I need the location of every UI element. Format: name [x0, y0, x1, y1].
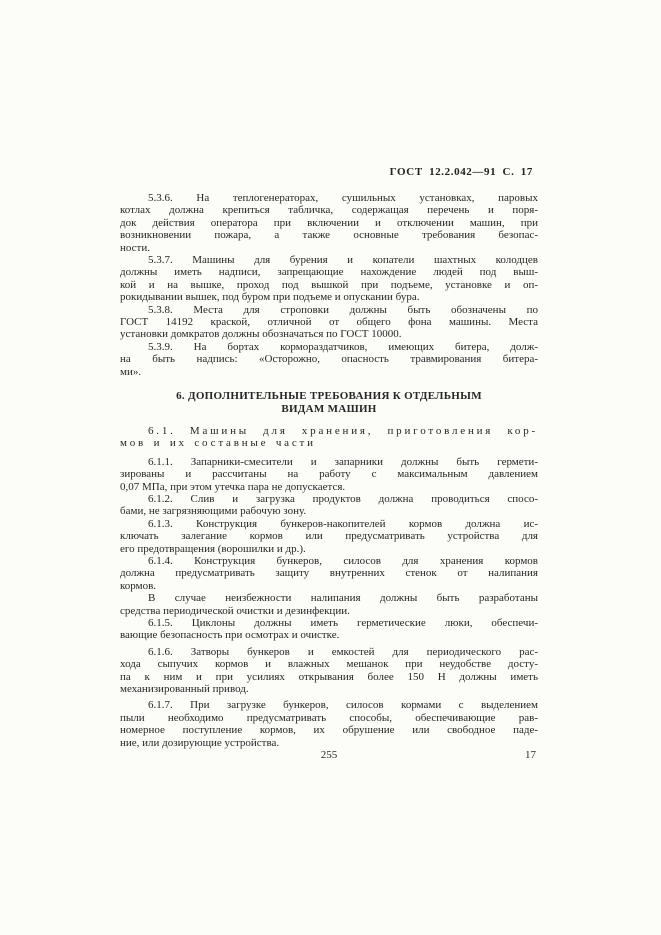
paragraph — [120, 456, 538, 493]
text-line: ние, или дозирующие устройства. — [120, 736, 280, 749]
text-line: зированы и рассчитаны на работу с максимальным давлением — [120, 468, 538, 481]
text-line: мов и их составные части — [120, 437, 316, 450]
running-header: ГОСТ 12.2.042—91 С. 17 — [389, 166, 533, 178]
text-line: рокидывании вышек, под буром при подъеме и опускании бура. — [120, 291, 420, 304]
text-line: номерное поступление кормов, их обрушение или свободное паде- — [120, 724, 538, 737]
text-line: ми». — [120, 365, 142, 378]
text-line: 0,07 МПа, при этом утечка пара не допускается. — [120, 480, 346, 493]
text-line: должны иметь надписи, запрещающие нахождение людей под выш- — [120, 266, 538, 279]
text-line: средства периодической очистки и дезинфекции. — [120, 604, 350, 617]
text-line: 5.3.7. Машины для бурения и копатели шахтных колодцев — [148, 254, 538, 267]
text-line: 6. ДОПОЛНИТЕЛЬНЫЕ ТРЕБОВАНИЯ К ОТДЕЛЬНЫМ — [176, 390, 482, 403]
paragraph — [120, 555, 538, 592]
text-line: возникновении пожара, а также основные требования безопас- — [120, 229, 538, 242]
text-line: 5.3.9. На бортах кормораздатчиков, имеющих битера, долж- — [148, 340, 538, 353]
text-line: вающие безопасность при осмотрах и очистке. — [120, 629, 340, 642]
text-line: ВИДАМ МАШИН — [281, 402, 377, 415]
text-line: кой и на вышке, проход под вышкой при подъеме, установке и оп- — [120, 278, 538, 291]
footer-sheet-number: 255 — [320, 749, 338, 761]
paragraph — [120, 493, 538, 518]
page-footer — [120, 749, 538, 761]
subsection-heading — [120, 425, 538, 450]
footer-page-number: 17 — [525, 749, 536, 761]
text-line: 6.1.4. Конструкция бункеров, силосов для хранения кормов — [148, 554, 538, 567]
paragraph — [120, 617, 538, 642]
text-line: 6.1.1. Запарники-смесители и запарники должны быть гермети- — [148, 455, 538, 468]
paragraph — [120, 254, 538, 304]
text-line: кормов. — [120, 579, 157, 592]
text-line: 5.3.6. На теплогенераторах, сушильных установках, паровых — [148, 192, 538, 204]
document-body — [120, 192, 538, 749]
text-line: 6.1.3. Конструкция бункеров-накопителей кормов должна ис- — [148, 517, 538, 530]
text-line: его предотвращения (ворошилки и др.). — [120, 542, 306, 555]
text-line: на быть надпись: «Осторожно, опасность травмирования битера- — [120, 353, 538, 366]
text-line: котлах должна крепиться табличка, содержащая перечень и поря- — [120, 204, 538, 217]
paragraph — [120, 592, 538, 617]
paragraph — [120, 518, 538, 555]
text-line: ключать залегание кормов или предусматривать устройства для — [120, 530, 538, 543]
paragraph — [120, 304, 538, 341]
text-line: 6.1.5. Циклоны должны иметь герметические люки, обеспечи- — [148, 617, 538, 629]
text-line: 5.3.8. Места для строповки должны быть обозначены по — [148, 303, 538, 316]
text-line: 6.1.7. При загрузке бункеров, силосов кормами с выделением — [148, 699, 538, 712]
text-line: должна предусматривать защиту внутренних стенок от налипания — [120, 567, 538, 580]
section-heading — [120, 390, 538, 415]
paragraph — [120, 341, 538, 378]
text-line: ности. — [120, 241, 150, 254]
paragraph — [120, 192, 538, 254]
paragraph — [120, 699, 538, 749]
text-line: док действия оператора при включении и отключении машин, при — [120, 216, 538, 229]
text-line: пыли необходимо предусматривать способы, обеспечивающие рав- — [120, 711, 538, 724]
text-line: 6.1.2. Слив и загрузка продуктов должна проводиться спосо- — [148, 492, 538, 505]
text-line: па к ним и при усилиях открывания более 150 Н должны иметь — [120, 670, 538, 683]
text-line: бами, не загрязняющими рабочую зону. — [120, 505, 307, 518]
text-line: установки домкратов должны обозначаться по ГОСТ 10000. — [120, 328, 402, 341]
text-line: хода сыпучих кормов и влажных мешанок при неудобстве досту- — [120, 658, 538, 671]
text-line: 6.1.6. Затворы бункеров и емкостей для периодического рас- — [148, 645, 538, 658]
text-line: В случае неизбежности налипания должны быть разработаны — [148, 592, 538, 605]
text-line: ГОСТ 14192 краской, отличной от общего фона машины. Места — [120, 316, 538, 329]
text-line: механизированный привод. — [120, 683, 249, 696]
text-line: 6.1. Машины для хранения, приготовления кор- — [148, 424, 538, 437]
paragraph — [120, 646, 538, 696]
